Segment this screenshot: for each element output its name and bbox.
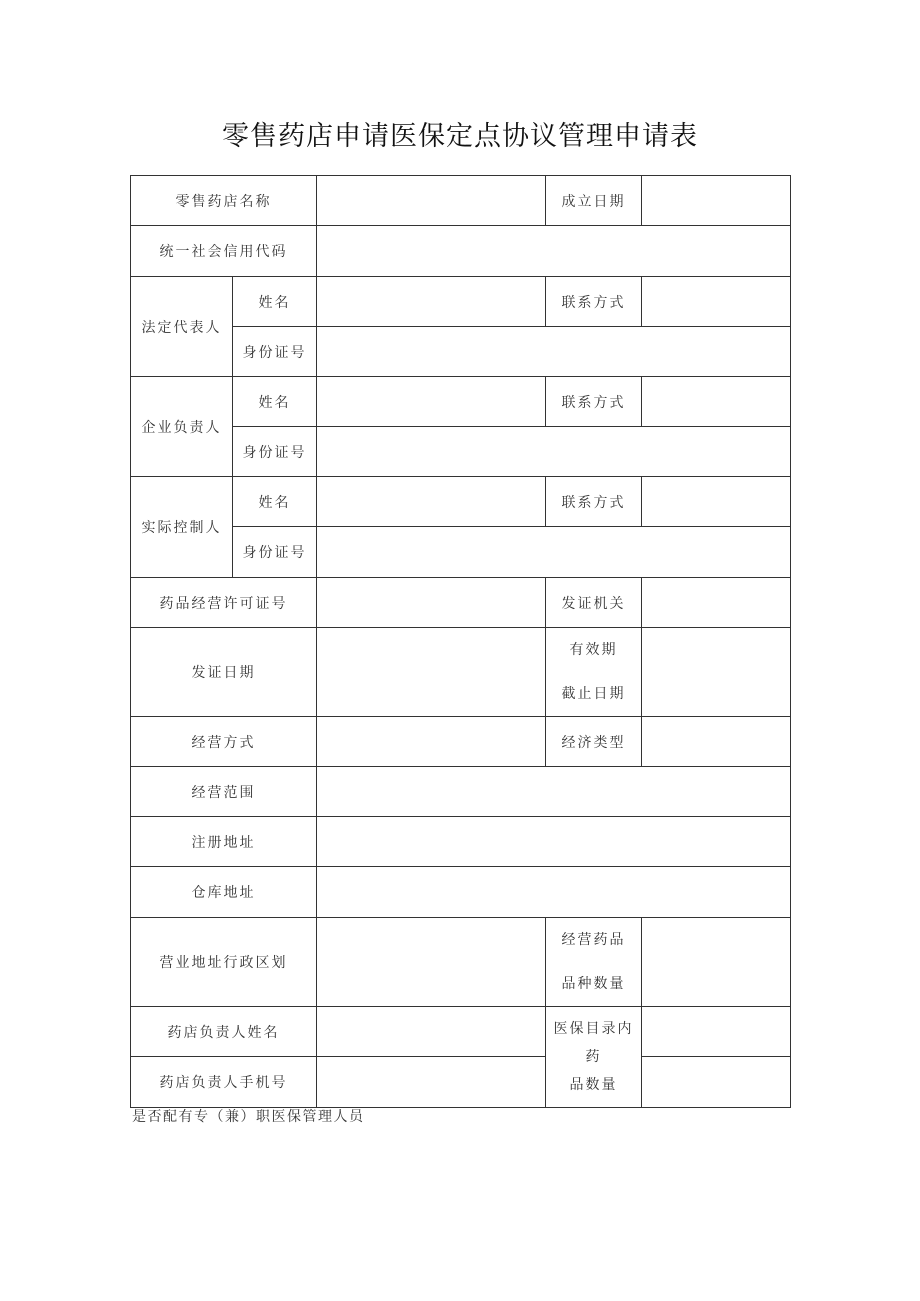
input-store-head-name[interactable] — [317, 1007, 546, 1057]
label-store-head-phone: 药店负责人手机号 — [131, 1057, 317, 1108]
input-actual-controller-id[interactable] — [317, 527, 791, 578]
label-enterprise-head-name: 姓名 — [233, 377, 317, 427]
label-catalog-drugs-line1: 医保目录内药 — [553, 1021, 634, 1065]
input-business-mode[interactable] — [317, 717, 546, 767]
row-actual-controller-name — [131, 477, 791, 527]
input-enterprise-head-contact[interactable] — [642, 377, 791, 427]
label-enterprise-head-contact: 联系方式 — [546, 377, 642, 427]
input-warehouse-address[interactable] — [317, 867, 791, 918]
row-store-head-phone — [131, 1057, 791, 1108]
row-business-scope — [131, 767, 791, 817]
label-business-scope: 经营范围 — [131, 767, 317, 817]
label-legal-rep: 法定代表人 — [131, 277, 233, 377]
row-registered-address — [131, 817, 791, 867]
input-catalog-drugs-b[interactable] — [642, 1057, 791, 1108]
label-drug-varieties — [546, 918, 642, 1007]
label-enterprise-head: 企业负责人 — [131, 377, 233, 477]
label-actual-controller: 实际控制人 — [131, 477, 233, 578]
input-store-head-phone[interactable] — [317, 1057, 546, 1108]
label-enterprise-head-id: 身份证号 — [233, 427, 317, 477]
label-store-name: 零售药店名称 — [131, 176, 317, 226]
input-business-scope[interactable] — [317, 767, 791, 817]
label-actual-controller-contact: 联系方式 — [546, 477, 642, 527]
input-enterprise-head-name[interactable] — [317, 377, 546, 427]
label-legal-rep-name: 姓名 — [233, 277, 317, 327]
input-enterprise-head-id[interactable] — [317, 427, 791, 477]
input-validity-expiry[interactable] — [642, 628, 791, 717]
input-economic-type[interactable] — [642, 717, 791, 767]
input-actual-controller-contact[interactable] — [642, 477, 791, 527]
label-issue-date: 发证日期 — [131, 628, 317, 717]
input-admin-division[interactable] — [317, 918, 546, 1007]
label-catalog-drugs-line2: 品数量 — [569, 1077, 618, 1093]
label-drug-varieties-line1: 经营药品 — [561, 932, 626, 948]
label-established-date: 成立日期 — [546, 176, 642, 226]
label-actual-controller-name: 姓名 — [233, 477, 317, 527]
footnote-insurance-staff: 是否配有专（兼）职医保管理人员 — [132, 1109, 365, 1125]
input-drug-license-no[interactable] — [317, 578, 546, 628]
label-catalog-drugs — [546, 1007, 642, 1108]
label-registered-address: 注册地址 — [131, 817, 317, 867]
input-drug-varieties[interactable] — [642, 918, 791, 1007]
label-economic-type: 经济类型 — [546, 717, 642, 767]
input-issuing-authority[interactable] — [642, 578, 791, 628]
label-actual-controller-id: 身份证号 — [233, 527, 317, 578]
label-drug-varieties-line2: 品种数量 — [561, 976, 626, 992]
label-issuing-authority: 发证机关 — [546, 578, 642, 628]
row-store-name — [131, 176, 791, 226]
input-issue-date[interactable] — [317, 628, 546, 717]
label-drug-license-no: 药品经营许可证号 — [131, 578, 317, 628]
label-validity-line1: 有效期 — [569, 642, 618, 658]
input-credit-code[interactable] — [317, 226, 791, 277]
input-store-name[interactable] — [317, 176, 546, 226]
label-store-head-name: 药店负责人姓名 — [131, 1007, 317, 1057]
label-validity-line2: 截止日期 — [561, 686, 626, 702]
input-actual-controller-name[interactable] — [317, 477, 546, 527]
label-validity-expiry — [546, 628, 642, 717]
input-legal-rep-contact[interactable] — [642, 277, 791, 327]
row-business-mode — [131, 717, 791, 767]
input-established-date[interactable] — [642, 176, 791, 226]
row-admin-division — [131, 918, 791, 1007]
application-form-table — [130, 175, 791, 1108]
label-admin-division: 营业地址行政区划 — [131, 918, 317, 1007]
label-legal-rep-contact: 联系方式 — [546, 277, 642, 327]
row-warehouse-address — [131, 867, 791, 918]
input-legal-rep-name[interactable] — [317, 277, 546, 327]
label-credit-code: 统一社会信用代码 — [131, 226, 317, 277]
row-issue-date — [131, 628, 791, 717]
input-registered-address[interactable] — [317, 817, 791, 867]
label-business-mode: 经营方式 — [131, 717, 317, 767]
row-enterprise-head-name — [131, 377, 791, 427]
page-title: 零售药店申请医保定点协议管理申请表 — [222, 121, 698, 152]
label-warehouse-address: 仓库地址 — [131, 867, 317, 918]
label-legal-rep-id: 身份证号 — [233, 327, 317, 377]
row-legal-rep-name — [131, 277, 791, 327]
input-legal-rep-id[interactable] — [317, 327, 791, 377]
row-credit-code — [131, 226, 791, 277]
row-drug-license — [131, 578, 791, 628]
input-catalog-drugs-a[interactable] — [642, 1007, 791, 1057]
row-store-head-name — [131, 1007, 791, 1057]
